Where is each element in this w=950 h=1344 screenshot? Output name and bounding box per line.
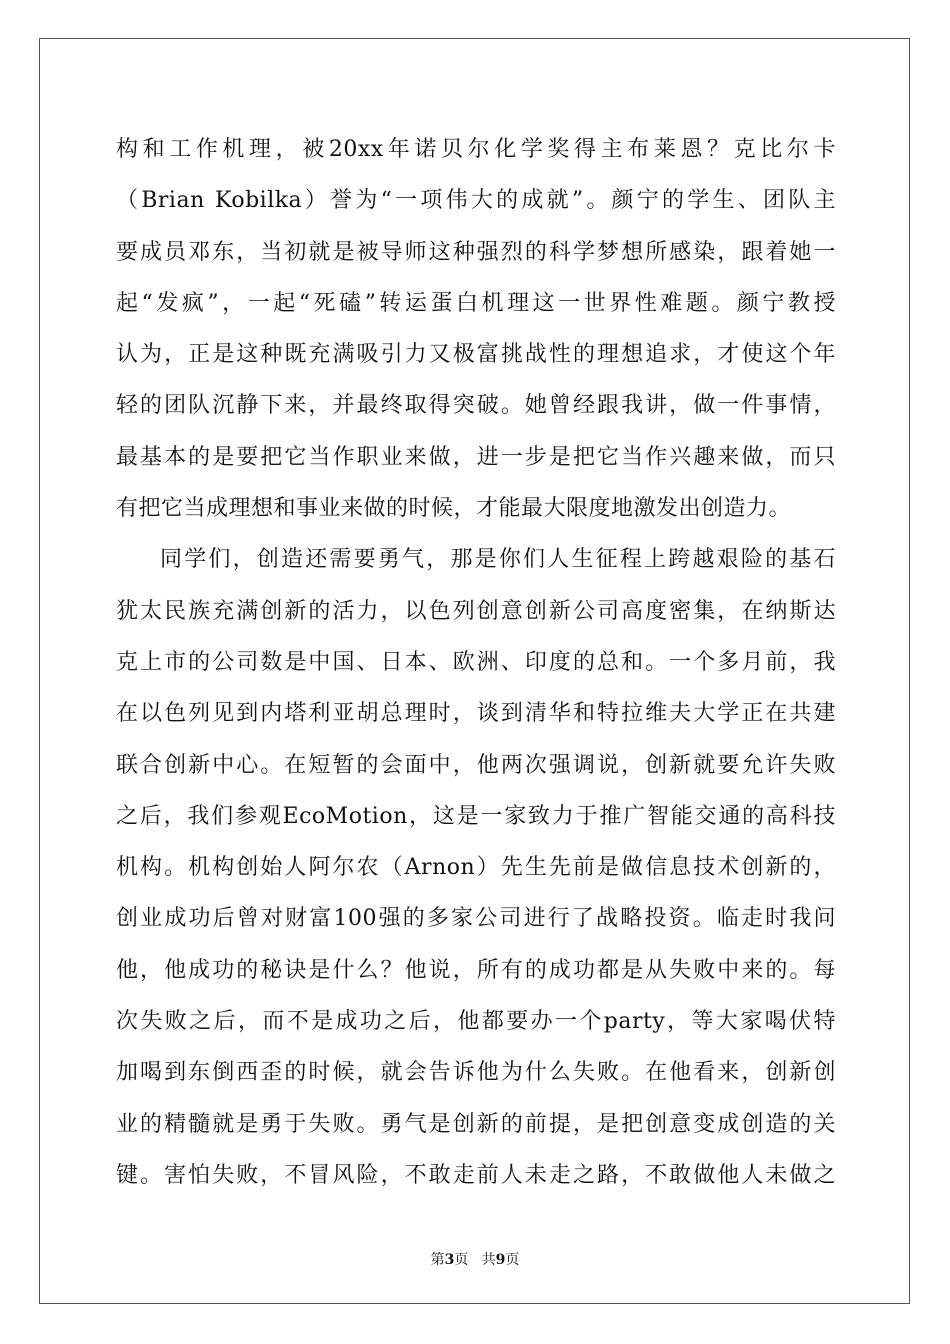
text-line: 轻的团队沉静下来，并最终取得突破。她曾经跟我讲，做一件事情， [116,393,836,419]
text-line: 联合创新中心。在短暂的会面中，他两次强调说，创新就要允许失败 [116,752,836,778]
text-line: 创业成功后曾对财富100强的多家公司进行了战略投资。临走时我问 [116,906,836,932]
text-line: 最基本的是要把它当作职业来做，进一步是把它当作兴趣来做，而只 [116,444,836,470]
total-suffix: 页 [505,1252,520,1268]
text-line: 业的精髓就是勇于失败。勇气是创新的前提，是把创意变成创造的关 [116,1111,836,1137]
text-line: 加喝到东倒西歪的时候，就会告诉他为什么失败。在他看来，创新创 [116,1060,836,1086]
text-line: 构和工作机理，被20xx年诺贝尔化学奖得主布莱恩？克比尔卡 [116,137,836,162]
text-line: 有把它当成理想和事业来做的时候，才能最大限度地激发出创造力。 [116,496,792,522]
paragraph-start-line: 同学们，创造还需要勇气，那是你们人生征程上跨越艰险的基石 [160,547,836,573]
document-body [116,124,836,1201]
page-suffix: 页 [454,1252,469,1268]
text-line: 要成员邓东，当初就是被导师这种强烈的科学梦想所感染，跟着她一 [116,239,836,265]
text-line: 键。害怕失败，不冒风险，不敢走前人未走之路，不敢做他人未做之 [116,1162,836,1188]
text-line: 起“发疯”，一起“死磕”转运蛋白机理这一世界性难题。颜宁教授 [116,290,836,316]
text-line: 次失败之后，而不是成功之后，他都要办一个party，等大家喝伏特 [116,1009,836,1035]
text-line: 机构。机构创始人阿尔农（Arnon）先生先前是做信息技术创新的， [116,855,836,881]
text-line: 他，他成功的秘诀是什么？他说，所有的成功都是从失败中来的。每 [116,957,836,983]
page-number: 3 [444,1252,455,1268]
total-pages: 9 [495,1252,506,1268]
page-footer [0,1249,950,1269]
text-line: （Brian Kobilka）誉为“一项伟大的成就”。颜宁的学生、团队主 [116,188,836,214]
text-line: 在以色列见到内塔利亚胡总理时，谈到清华和特拉维夫大学正在共建 [116,701,836,727]
text-line: 认为，正是这种既充满吸引力又极富挑战性的理想追求，才使这个年 [116,342,836,368]
total-prefix: 共 [481,1252,496,1268]
text-line: 之后，我们参观EcoMotion，这是一家致力于推广智能交通的高科技 [116,803,836,829]
text-line: 犹太民族充满创新的活力，以色列创意创新公司高度密集，在纳斯达 [116,598,836,624]
page-prefix: 第 [430,1252,445,1268]
text-line: 克上市的公司数是中国、日本、欧洲、印度的总和。一个多月前，我 [116,649,836,675]
